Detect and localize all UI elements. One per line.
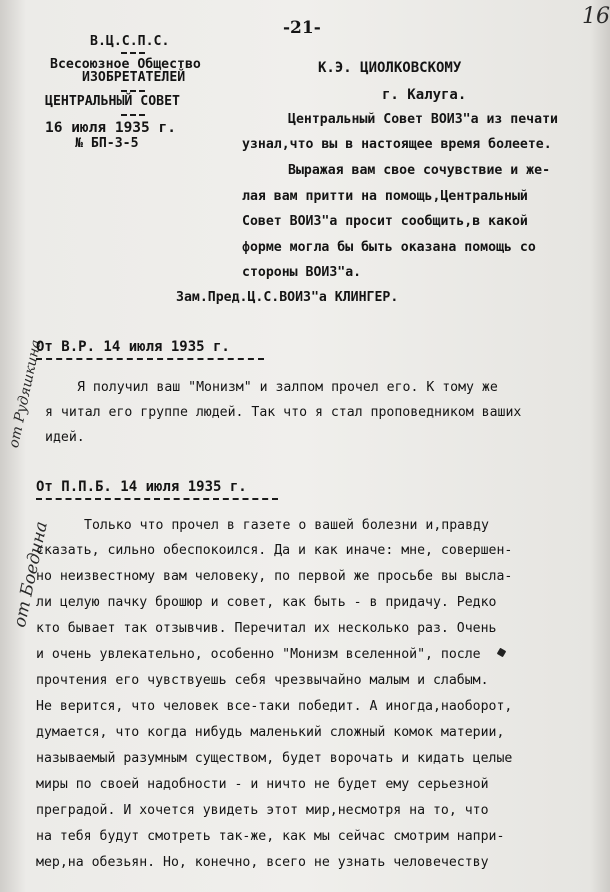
margin-note-boedin: от Боедина: [10, 519, 52, 630]
letter3-line: Не верится, что человек все-таки победит. А иногда,наоборот,: [36, 699, 513, 714]
letter3-line: кто бывает так отзывчив. Перечитал их несколько раз. Очень: [36, 621, 497, 636]
letter1-line: Центральный Совет ВОИЗ"а из печати: [288, 112, 558, 127]
letterhead-society-line1: Всесоюзное Общество: [50, 57, 201, 72]
letter3-line: на тебя будут смотреть так-же, как мы сейчас смотрим напри-: [36, 829, 505, 844]
addressee-city: г. Калуга.: [382, 87, 467, 103]
letter1-signature: Зам.Пред.Ц.С.ВОИЗ"а КЛИНГЕР.: [176, 290, 399, 305]
letter3-header-underline: [36, 498, 278, 500]
letter3-line: мер,на обезьян. Но, конечно, всего не узнать человечеству: [36, 855, 489, 870]
letter3-line: сказать, сильно обеспокоился. Да и как иначе: мне, совершен-: [36, 543, 513, 558]
letter3-line: ли целую пачку брошюр и совет, как быть - в придачу. Редко: [36, 595, 497, 610]
letter3-line: прочтения его чувствуешь себя чрезвычайно малым и слабым.: [36, 673, 489, 688]
letterhead-org-abbr: В.Ц.С.П.С.: [90, 34, 170, 49]
letter3-line: и очень увлекательно, особенно "Монизм вселенной", после: [36, 647, 481, 662]
letter3-line: но неизвестному вам человеку, по первой же просьбе вы высла-: [36, 569, 513, 584]
page-number: -21-: [283, 18, 321, 38]
letter3-line: преградой. И хочется увидеть этот мир,несмотря на то, что: [36, 803, 489, 818]
letter2-line: Я получил ваш "Монизм" и залпом прочел его. К тому же: [77, 380, 498, 395]
letterhead-council: ЦЕНТРАЛЬНЫЙ СОВЕТ: [45, 94, 180, 109]
letterhead-rule: [121, 90, 145, 92]
addressee-name: К.Э. ЦИОЛКОВСКОМУ: [318, 60, 462, 76]
letter2-header-underline: [36, 358, 264, 360]
letter2-header: От В.Р. 14 июля 1935 г.: [36, 339, 230, 355]
letterhead-rule: [121, 52, 145, 54]
letterhead-society-line2: ИЗОБРЕТАТЕЛЕЙ: [82, 70, 186, 85]
letter1-line: узнал,что вы в настоящее время болеете.: [242, 137, 552, 152]
letterhead-ref: № БП-3-5: [75, 136, 139, 151]
letter3-line: Только что прочел в газете о вашей болезни и,правду: [84, 518, 489, 533]
letter3-line: думается, что когда нибудь маленький сложный комок материи,: [36, 725, 505, 740]
letter1-line: лая вам притти на помощь,Центральный: [242, 189, 528, 204]
letter1-line: Выражая вам свое сочувствие и же-: [288, 163, 551, 178]
letter1-line: стороны ВОИЗ"а.: [242, 265, 362, 280]
letterhead-date: 16 июля 1935 г.: [45, 120, 176, 136]
margin-note-rudyashkin: от Рудяшкина: [6, 338, 45, 450]
letter3-line: называемый разумным существом, будет ворочать и кидать целые: [36, 751, 513, 766]
archive-folio-number: 16: [582, 4, 610, 29]
letterhead-rule: [121, 114, 145, 116]
letter3-line: миры по своей надобности - и ничто не будет ему серьезной: [36, 777, 489, 792]
letter3-header: От П.П.Б. 14 июля 1935 г.: [36, 479, 247, 495]
letter2-line: идей.: [45, 430, 85, 445]
letter2-line: я читал его группе людей. Так что я стал проповедником ваших: [45, 405, 522, 420]
letter1-line: форме могла бы быть оказана помощь со: [242, 240, 536, 255]
letter1-line: Совет ВОИЗ"а просит сообщить,в какой: [242, 214, 528, 229]
handwritten-mark: [497, 648, 507, 658]
